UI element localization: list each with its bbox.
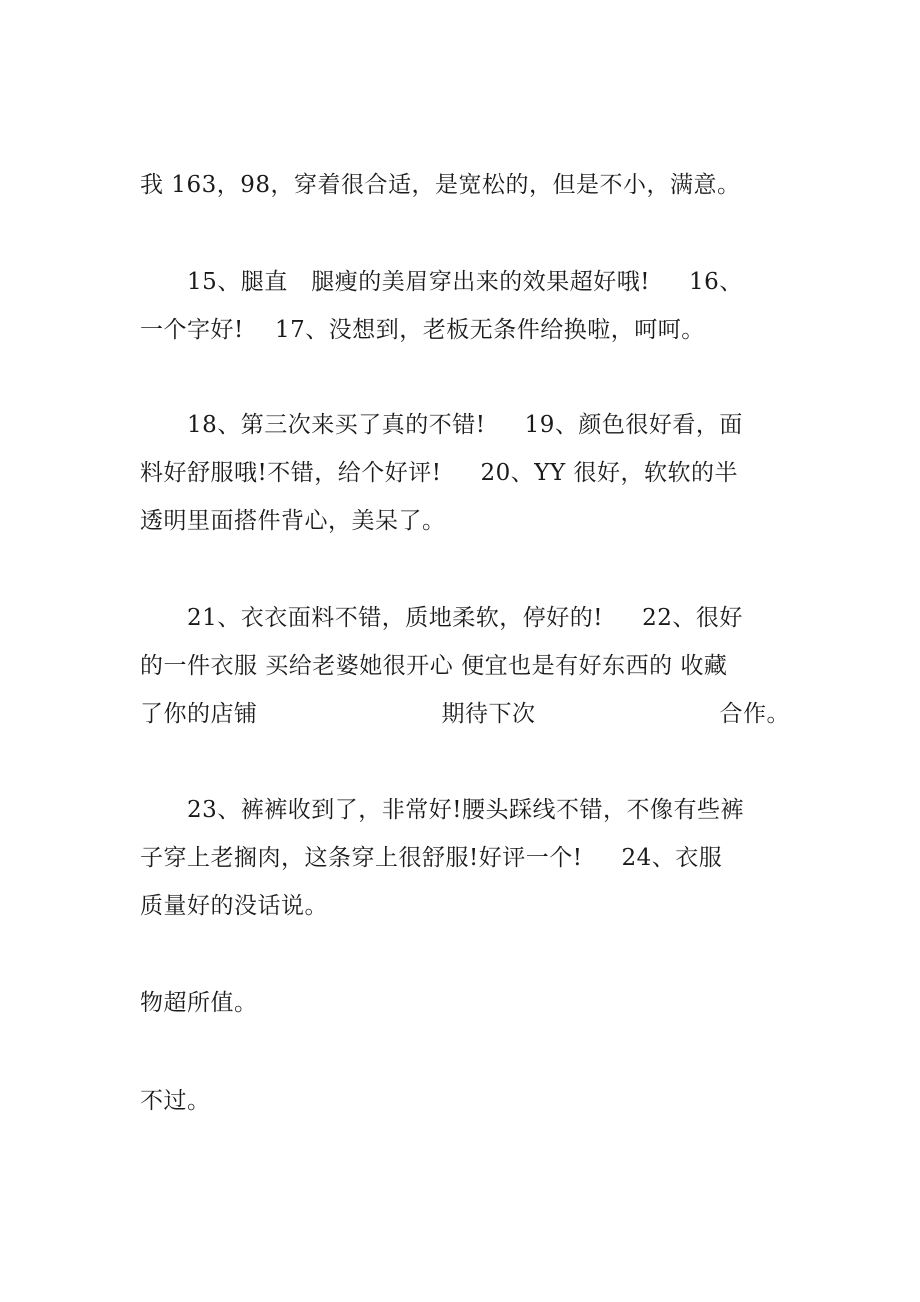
text-line-9 (140, 699, 790, 729)
text-line-3: 一个字好! 17、没想到，老板无条件给换啦，呵呵。 (140, 317, 705, 343)
text-line-4: 18、第三次来买了真的不错! 19、颜色很好看，面 (187, 412, 743, 438)
text-line-6: 透明里面搭件背心，美呆了。 (140, 508, 446, 534)
text-line-14: 不过。 (140, 1088, 211, 1114)
text-line-11: 子穿上老搁肉，这条穿上很舒服!好评一个! 24、衣服 (140, 845, 723, 871)
text-line-2: 15、腿直 腿瘦的美眉穿出来的效果超好哦! 16、 (187, 269, 743, 295)
text-line-9-left: 了你的店铺 (140, 701, 258, 727)
text-line-12: 质量好的没话说。 (140, 893, 328, 919)
text-line-7: 21、衣衣面料不错，质地柔软，停好的! 22、很好 (187, 605, 743, 631)
text-line-10: 23、裤裤收到了，非常好!腰头踩线不错，不像有些裤 (187, 797, 745, 823)
text-line-8: 的一件衣服 买给老婆她很开心 便宜也是有好东西的 收藏 (140, 653, 728, 679)
text-line-1: 我 163，98，穿着很合适，是宽松的，但是不小，满意。 (140, 172, 741, 198)
text-line-13: 物超所值。 (140, 990, 258, 1016)
text-line-9-middle: 期待下次 (441, 701, 536, 727)
text-line-5: 料好舒服哦!不错，给个好评! 20、YY 很好，软软的半 (140, 460, 738, 486)
text-line-9-right: 合作。 (719, 701, 790, 727)
